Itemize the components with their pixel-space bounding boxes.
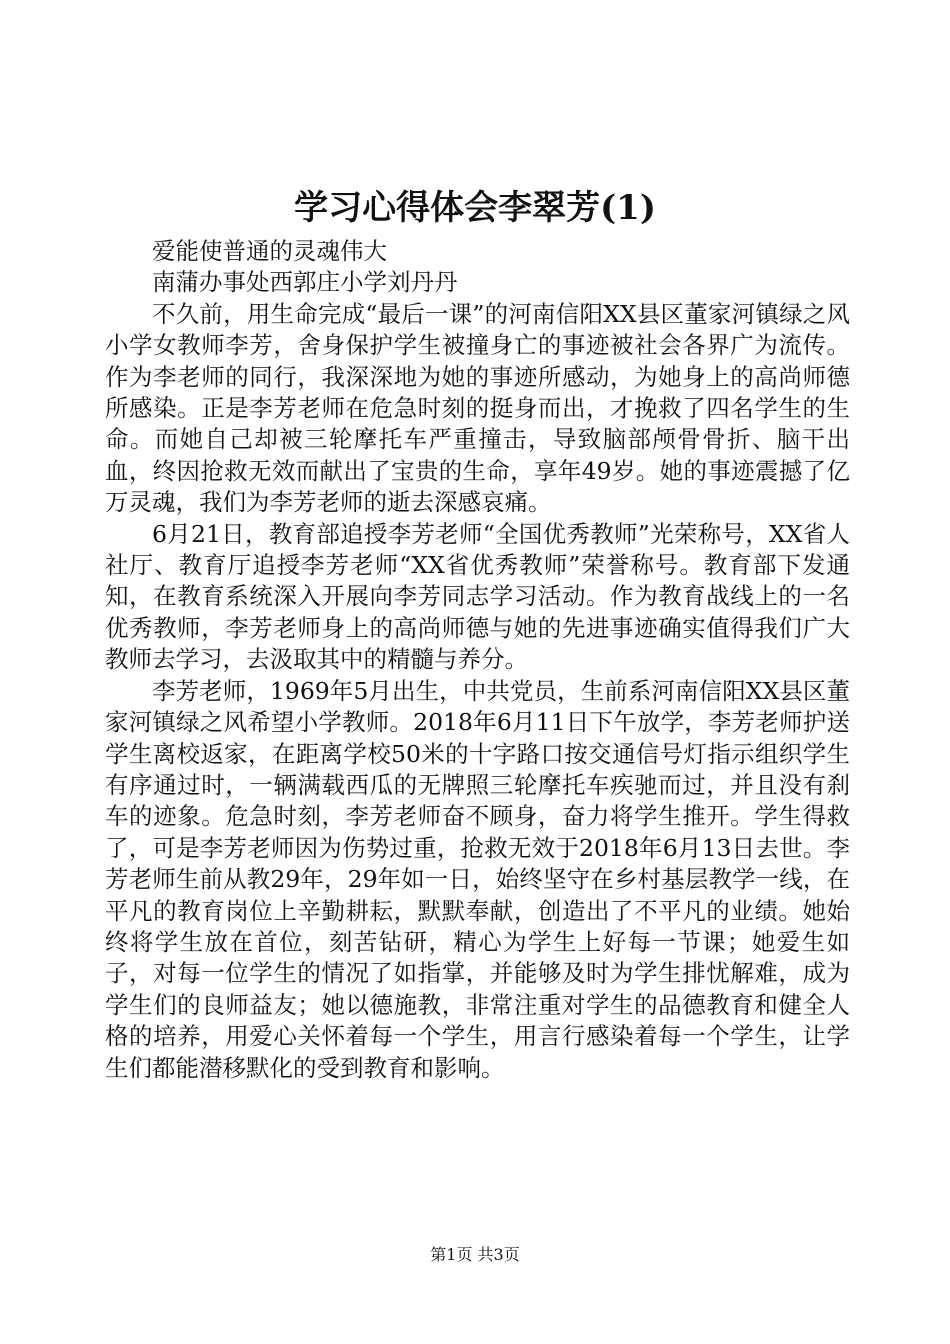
document-title: 学习心得体会李翠芳(1) bbox=[294, 188, 656, 228]
subtitle-paragraph: 爱能使普通的灵魂伟大 bbox=[152, 237, 387, 265]
document-body bbox=[105, 236, 850, 1084]
body-paragraph: 不久前，用生命完成“最后一课”的河南信阳XX县区董家河镇绿之风小学女教师李芳，舍身保护学生被撞身亡的事迹被社会各界广为流传。作为李老师的同行，我深深地为她的事迹所感动，为她身上的高尚师德所感染。正是李芳老师在危急时刻的挺身而出，才挽救了四名学生的生命。而她自己却被三轮摩托车严重撞击，导致脑部颅骨骨折、脑干出血，终因抢救无效而献出了宝贵的生命，享年49岁。她的事迹震撼了亿万灵魂，我们为李芳老师的逝去深感哀痛。 bbox=[105, 299, 850, 517]
body-paragraph: 李芳老师，1969年5月出生，中共党员，生前系河南信阳XX县区董家河镇绿之风希望小学教师。2018年6月11日下午放学，李芳老师护送学生离校返家，在距离学校50米的十字路口按交通信号灯指示组织学生有序通过时，一辆满载西瓜的无牌照三轮摩托车疾驰而过，并且没有刹车的迹象。危急时刻，李芳老师奋不顾身，奋力将学生推开。学生得救了，可是李芳老师因为伤势过重，抢救无效于2018年6月13日去世。李芳老师生前从教29年，29年如一日，始终坚守在乡村基层教学一线，在平凡的教育岗位上辛勤耕耘，默默奉献，创造出了不平凡的业绩。她始终将学生放在首位，刻苦钻研，精心为学生上好每一节课；她爱生如子，对每一位学生的情况了如指掌，并能够及时为学生排忧解难，成为学生们的良师益友；她以德施教，非常注重对学生的品德教育和健全人格的培养，用爱心关怀着每一个学生，用言行感染着每一个学生，让学生们都能潜移默化的受到教育和影响。 bbox=[105, 676, 850, 1082]
page-number-footer: 第1页 共3页 bbox=[430, 1245, 520, 1264]
author-paragraph: 南蒲办事处西郭庄小学刘丹丹 bbox=[152, 268, 458, 297]
body-paragraph: 6月21日，教育部追授李芳老师“全国优秀教师”光荣称号，XX省人社厅、教育厅追授李芳老师“XX省优秀教师”荣誉称号。教育部下发通知，在教育系统深入开展向李芳同志学习活动。作为教育战线上的一名优秀教师，李芳老师身上的高尚师德与她的先进事迹确实值得我们广大教师去学习，去汲取其中的精髓与养分。 bbox=[105, 519, 850, 674]
